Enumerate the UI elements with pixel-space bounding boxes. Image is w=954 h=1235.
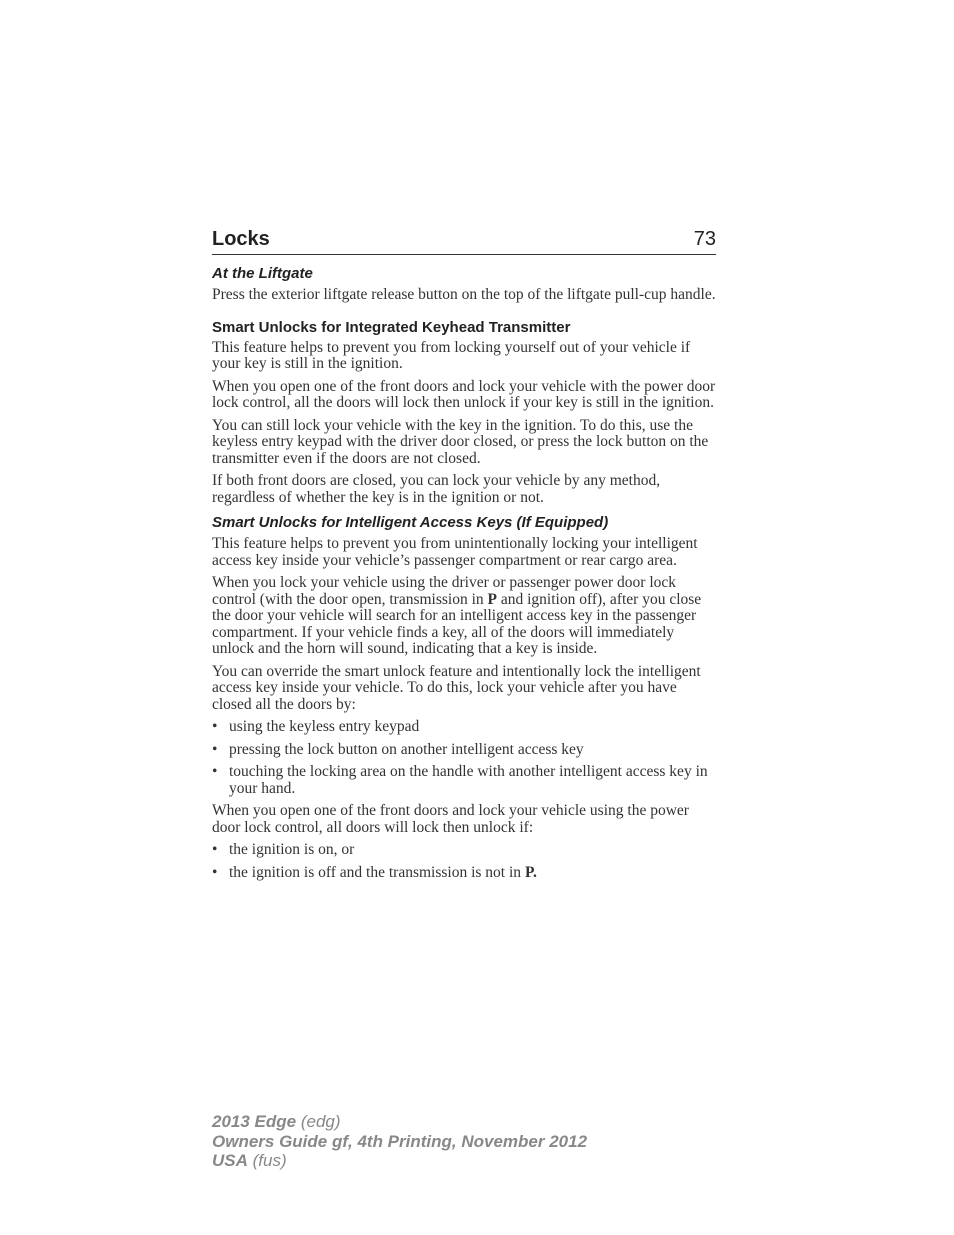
paragraph: Press the exterior liftgate release button on the top of the liftgate pull-cup handle.: [212, 286, 716, 303]
footer-guide-info: Owners Guide gf, 4th Printing, November 2012: [212, 1131, 588, 1151]
gear-p-label: P.: [524, 863, 537, 881]
bullet-icon: •: [212, 763, 218, 780]
page-footer: [212, 1112, 587, 1171]
list-item: [212, 865, 716, 882]
bullet-icon: •: [212, 841, 218, 858]
list-item: [212, 742, 716, 759]
paragraph-text: When you lock your vehicle using the driver or passenger power door lock control (with the door open, transmission in: [212, 574, 677, 608]
paragraph-text: and ignition off), after you close the door your vehicle will search for an intelligent access key in the passenger compartment. If your vehicle finds a key, all of the doors will immediately unlock and the horn will sound, indicating that a key is inside.: [212, 590, 702, 657]
page-number: 73: [693, 228, 716, 250]
paragraph: [212, 575, 716, 658]
manual-page: [212, 228, 716, 887]
override-methods-list: [212, 719, 716, 797]
paragraph: When you open one of the front doors and lock your vehicle with the power door lock control, all the doors will lock then unlock if your key is still in the ignition.: [212, 377, 716, 411]
paragraph: This feature helps to prevent you from locking yourself out of your vehicle if your key is still in the ignition.: [212, 338, 691, 372]
paragraph: When you open one of the front doors and lock your vehicle using the power door lock control, all doors will lock then unlock if:: [212, 802, 689, 836]
list-item-text: the ignition is on, or: [229, 841, 355, 858]
heading-smart-unlocks-keyhead: Smart Unlocks for Integrated Keyhead Transmitter: [212, 318, 571, 336]
heading-at-the-liftgate: At the Liftgate: [212, 265, 313, 282]
gear-p-label: P: [487, 590, 497, 608]
footer-market: USA: [212, 1151, 248, 1170]
paragraph: You can override the smart unlock feature and intentionally lock the intelligent access key inside your vehicle. To do this, lock your vehicle after you have closed all the doors by:: [212, 662, 701, 713]
list-item-text: touching the locking area on the handle with another intelligent access key in your hand.: [229, 763, 708, 797]
footer-model: 2013 Edge: [212, 1112, 297, 1131]
footer-model-code: (edg): [296, 1112, 341, 1131]
page-title: Locks: [212, 228, 270, 250]
list-item: [212, 764, 716, 797]
list-item-text: using the keyless entry keypad: [229, 718, 420, 735]
bullet-icon: •: [212, 718, 218, 735]
footer-line: [212, 1112, 587, 1132]
unlock-conditions-list: [212, 842, 716, 881]
heading-smart-unlocks-intelligent: Smart Unlocks for Intelligent Access Keys (If Equipped): [212, 514, 609, 531]
list-item-text: the ignition is off and the transmission is not in: [229, 863, 525, 881]
paragraph: This feature helps to prevent you from unintentionally locking your intelligent access key inside your vehicle’s passenger compartment or rear cargo area.: [212, 535, 698, 569]
list-item-text: pressing the lock button on another intelligent access key: [229, 740, 584, 758]
paragraph: You can still lock your vehicle with the key in the ignition. To do this, use the keyless entry keypad with the driver door closed, or press the lock button on the transmitter even if the doors are not closed.: [212, 416, 709, 467]
footer-market-code: (fus): [247, 1151, 287, 1170]
list-item: [212, 719, 716, 736]
paragraph: If both front doors are closed, you can lock your vehicle by any method, regardless of whether the key is in the ignition or not.: [212, 472, 661, 506]
list-item: [212, 842, 716, 859]
bullet-icon: •: [212, 740, 218, 758]
bullet-icon: •: [212, 863, 218, 881]
page-header: [212, 228, 716, 255]
footer-line: [212, 1151, 587, 1171]
